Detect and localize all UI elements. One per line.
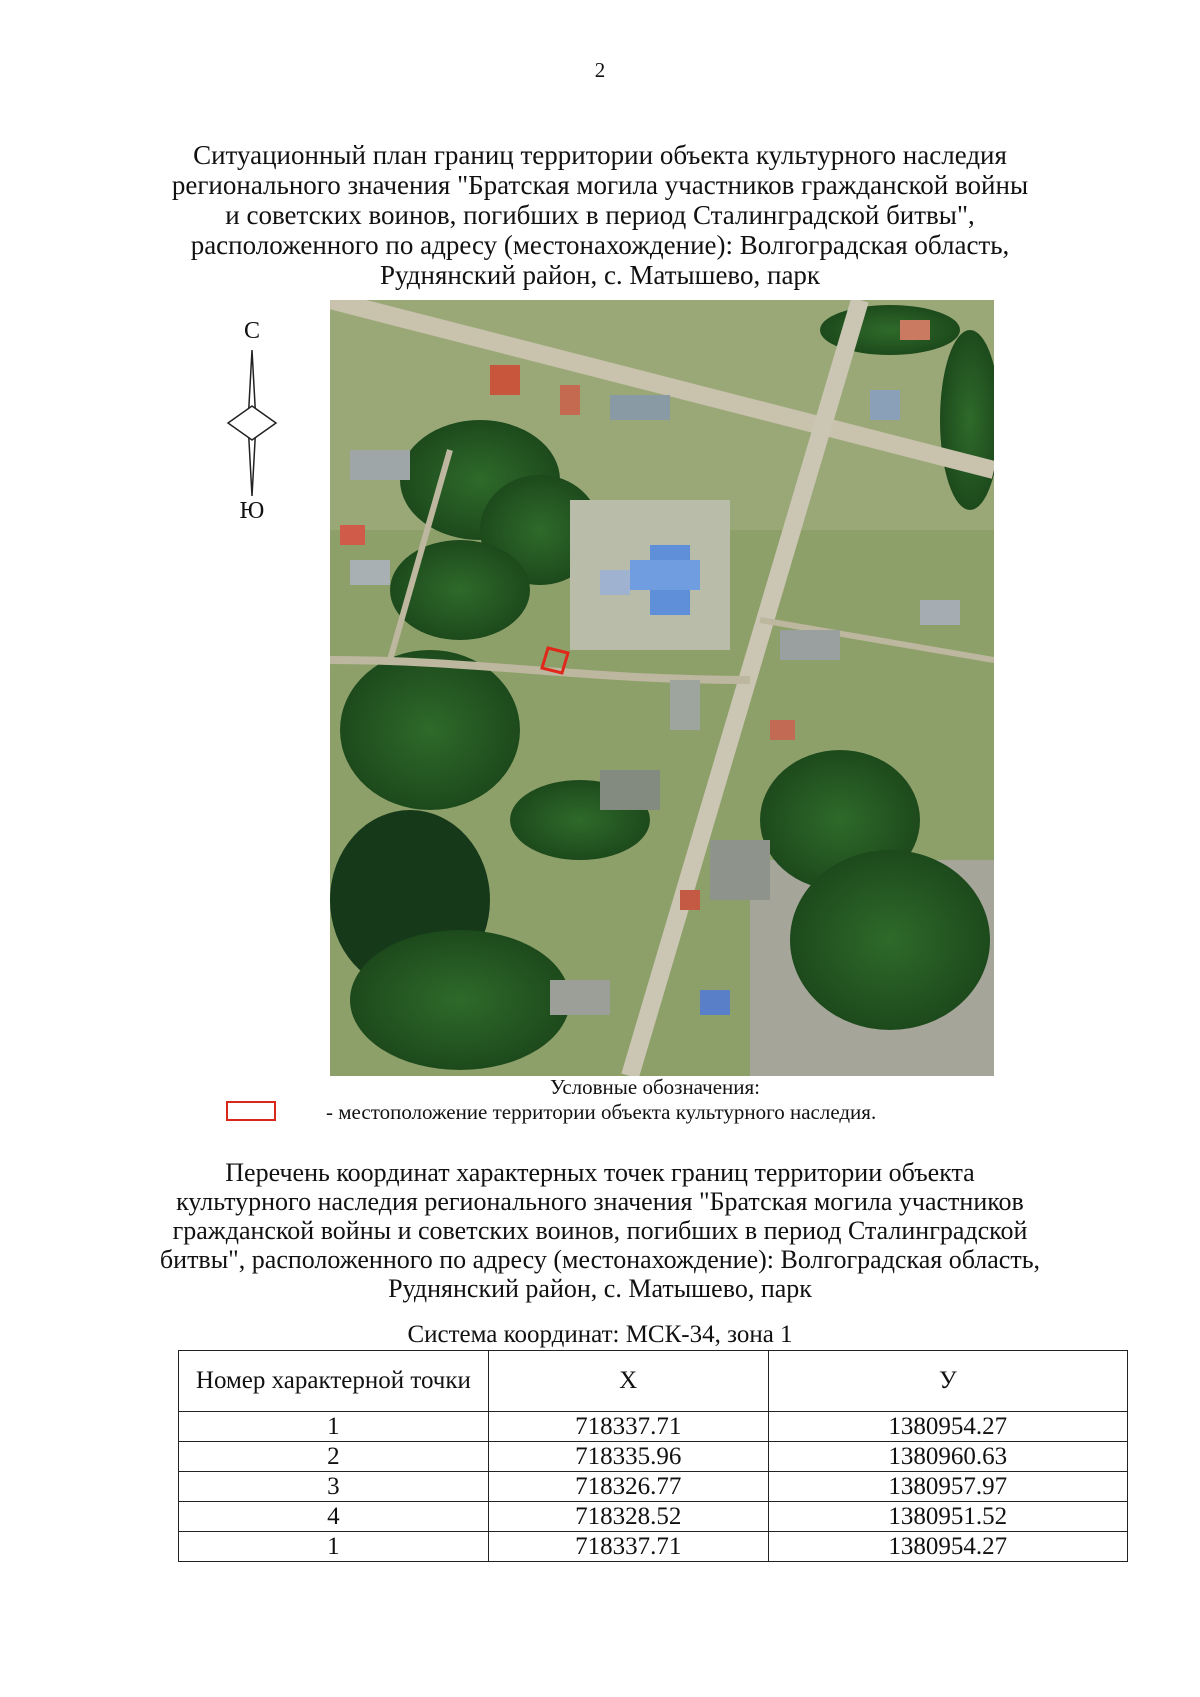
cell-x: 718335.96: [488, 1442, 768, 1472]
compass-rose-icon: [222, 348, 282, 498]
table-row: [179, 1442, 1128, 1472]
cell-y: 1380951.52: [768, 1502, 1127, 1532]
title-line: регионального значения "Братская могила участников гражданской войны: [171, 170, 1029, 200]
cell-point: 3: [179, 1472, 489, 1502]
table-row: [179, 1502, 1128, 1532]
header-point-number: [179, 1351, 489, 1412]
subtitle-line: Руднянский район, с. Матышево, парк: [388, 1274, 812, 1303]
south-label: Ю: [239, 498, 265, 524]
title-line: Руднянский район, с. Матышево, парк: [379, 260, 821, 290]
legend-red-rectangle-icon: [226, 1101, 276, 1121]
subtitle-line: битвы", расположенного по адресу (местонахождение): Волгоградская область,: [159, 1245, 1041, 1274]
legend-title: Условные обозначения:: [549, 1075, 761, 1099]
coordinate-system-label: Система координат: МСК-34, зона 1: [407, 1321, 793, 1348]
coordinates-list-title: [150, 1158, 1050, 1303]
legend-item-label: - местоположение территории объекта культурного наследия.: [326, 1100, 877, 1124]
cell-point: 4: [179, 1502, 489, 1532]
cell-x: 718326.77: [488, 1472, 768, 1502]
cell-point: 2: [179, 1442, 489, 1472]
cell-y: 1380960.63: [768, 1442, 1127, 1472]
header-y: У: [768, 1351, 1127, 1412]
cell-y: 1380957.97: [768, 1472, 1127, 1502]
cell-x: 718328.52: [488, 1502, 768, 1532]
north-label: С: [243, 318, 260, 344]
situation-plan-title: [160, 140, 1040, 290]
coordinates-table: [178, 1350, 1128, 1562]
cell-x: 718337.71: [488, 1412, 768, 1442]
table-row: [179, 1412, 1128, 1442]
header-x: X: [488, 1351, 768, 1412]
table-row: [179, 1532, 1128, 1562]
title-line: расположенного по адресу (местонахождение): Волгоградская область,: [190, 230, 1010, 260]
cell-point: 1: [179, 1532, 489, 1562]
cell-point: 1: [179, 1412, 489, 1442]
title-line: Ситуационный план границ территории объекта культурного наследия: [193, 140, 1007, 170]
page-number: 2: [594, 58, 606, 82]
cell-y: 1380954.27: [768, 1532, 1127, 1562]
north-arrow: [222, 318, 282, 528]
subtitle-line: гражданской войны и советских воинов, погибших в период Сталинградской: [172, 1216, 1028, 1245]
subtitle-line: культурного наследия регионального значения "Братская могила участников: [176, 1187, 1024, 1216]
subtitle-line: Перечень координат характерных точек границ территории объекта: [225, 1158, 975, 1187]
table-header-row: [179, 1351, 1128, 1412]
cell-x: 718337.71: [488, 1532, 768, 1562]
satellite-image: [330, 300, 994, 1076]
cell-y: 1380954.27: [768, 1412, 1127, 1442]
table-row: [179, 1472, 1128, 1502]
title-line: и советских воинов, погибших в период Сталинградской битвы",: [225, 200, 975, 230]
header-point-number-label: Номер характерной точки: [195, 1367, 471, 1394]
satellite-map: [330, 300, 994, 1076]
